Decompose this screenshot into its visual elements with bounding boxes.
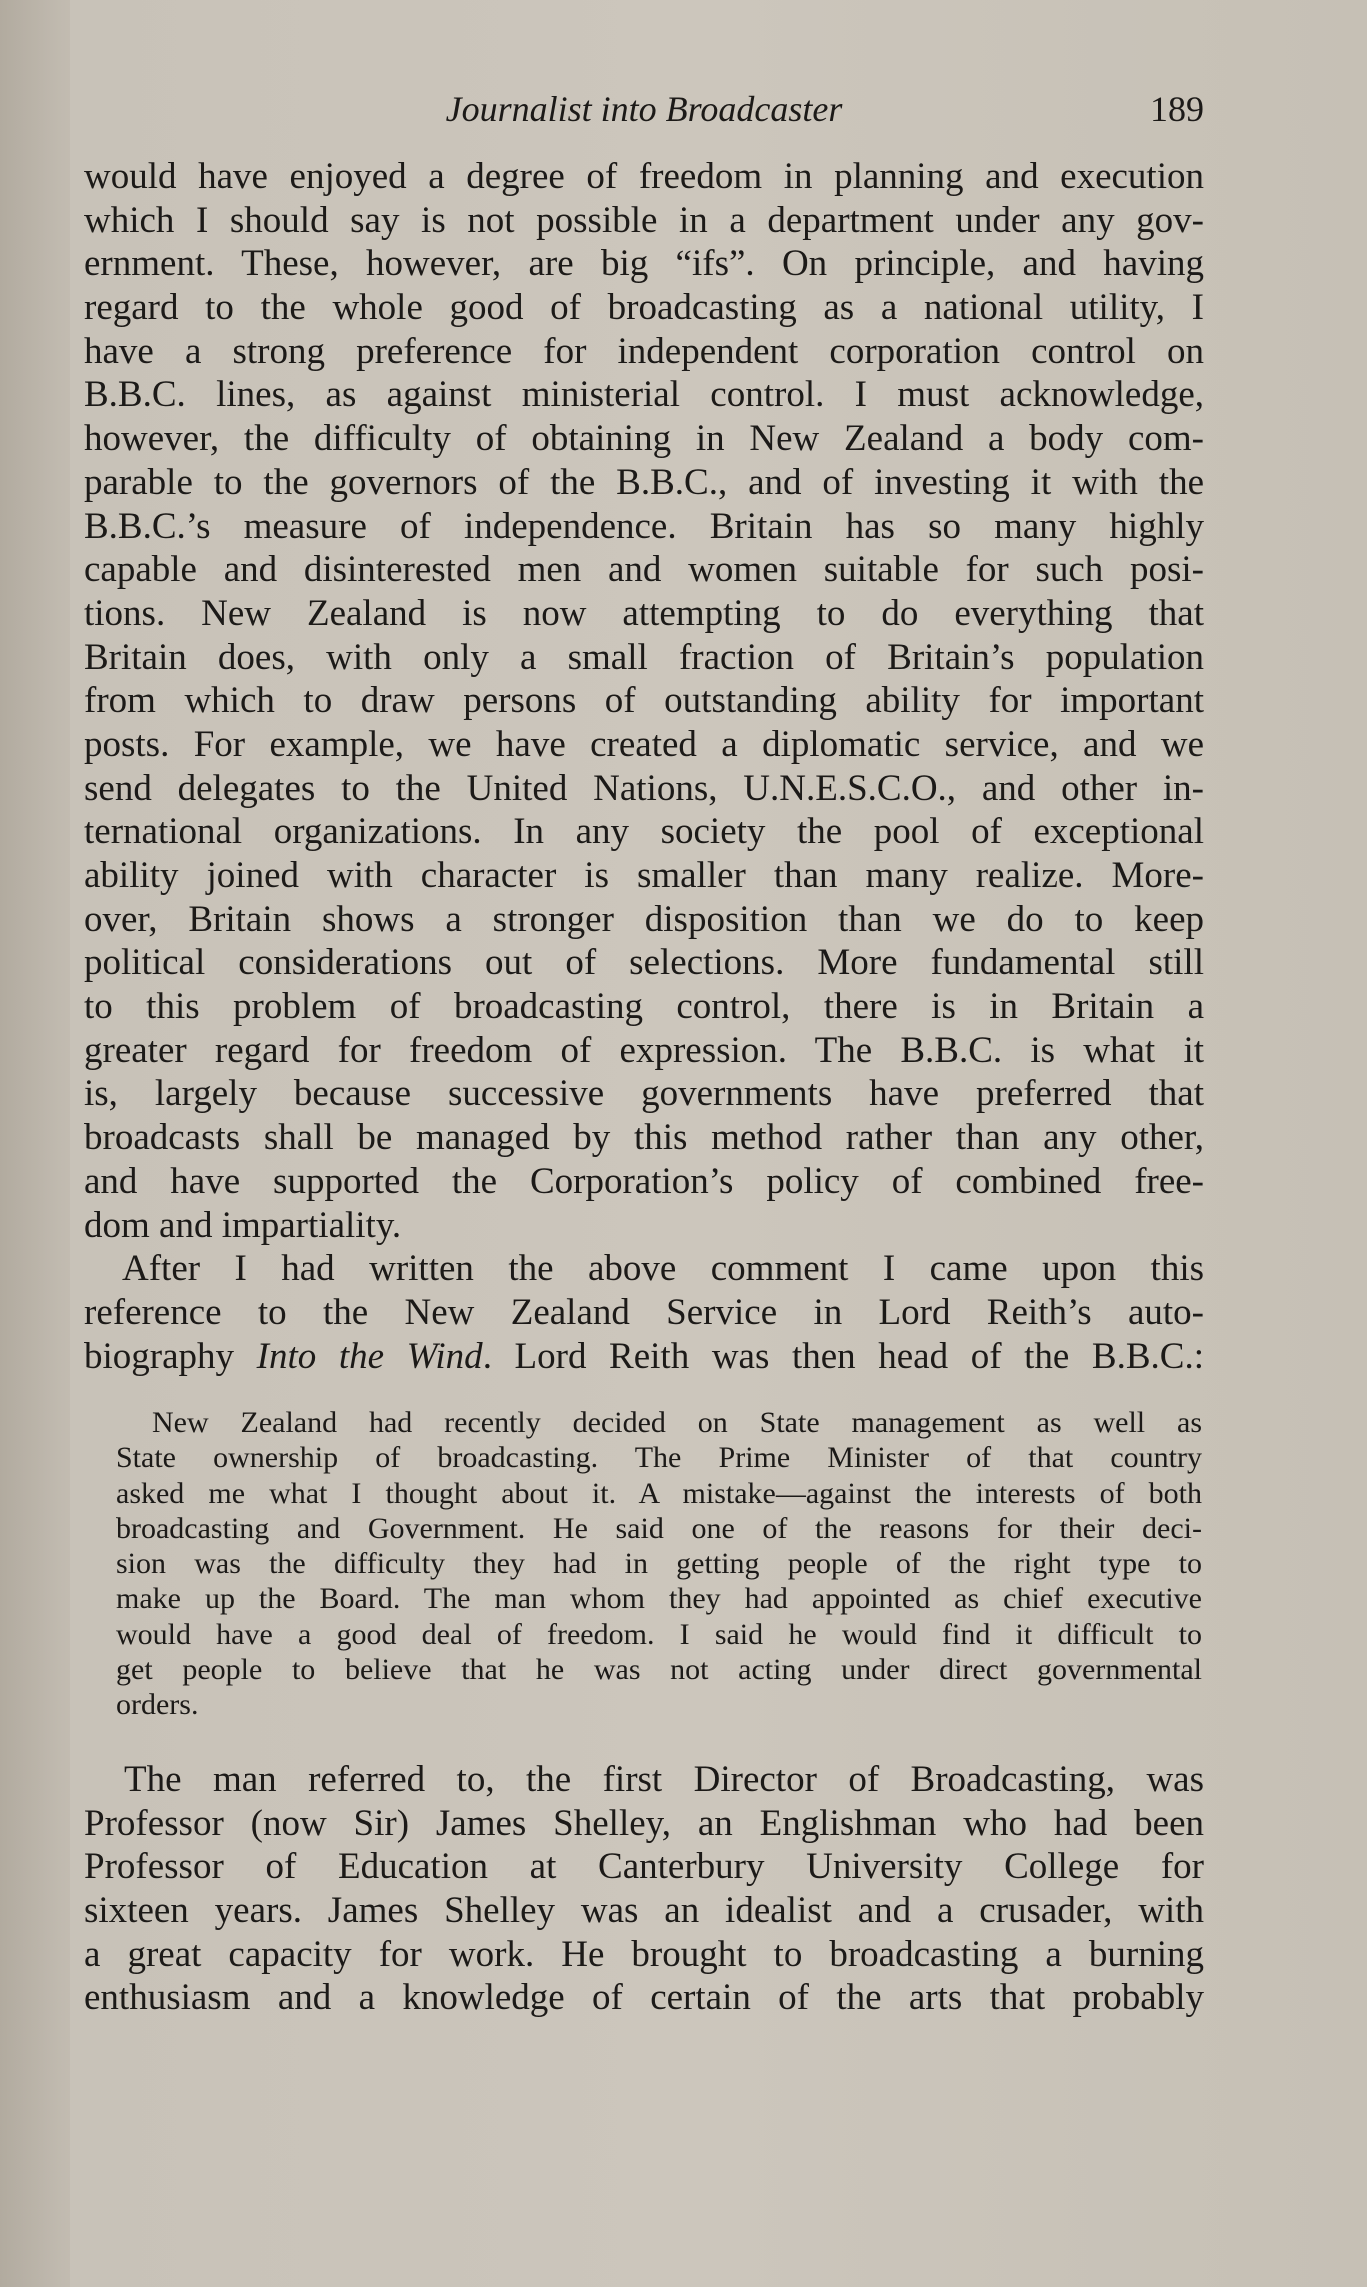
text-line: would have enjoyed a degree of freedom in planning and execution: [84, 156, 1204, 197]
block-quote: [116, 1405, 1202, 1723]
quote-line: get people to believe that he was not acting under direct governmental: [116, 1653, 1202, 1687]
text-line: is, largely because successive governments have preferred that: [84, 1073, 1204, 1115]
text-line: political considerations out of selections. More fundamental still: [84, 942, 1204, 984]
book-title: Into the Wind: [256, 1335, 483, 1377]
running-title: Journalist into Broadcaster: [445, 89, 843, 129]
text-line: broadcasts shall be managed by this method rather than any other,: [84, 1117, 1204, 1159]
text-line-with-title: [84, 1335, 1204, 1379]
text-line: reference to the New Zealand Service in Lord Reith’s auto-: [84, 1291, 1204, 1333]
paragraph-3: [84, 1758, 1204, 2020]
quote-line: broadcasting and Government. He said one of the reasons for their deci-: [116, 1511, 1202, 1545]
quote-line: asked me what I thought about it. A mistake—against the interests of both: [116, 1476, 1202, 1510]
paragraph-2: [84, 1247, 1204, 1378]
quote-line: State ownership of broadcasting. The Prime Minister of that country: [116, 1441, 1202, 1475]
text-fragment: biography: [84, 1335, 257, 1377]
page-number: 189: [1150, 89, 1204, 129]
text-line: however, the difficulty of obtaining in New Zealand a body com-: [84, 418, 1204, 460]
paragraph-1: [84, 155, 1204, 1247]
text-line: from which to draw persons of outstanding ability for important: [84, 680, 1204, 722]
quote-line: make up the Board. The man whom they had appointed as chief executive: [116, 1582, 1202, 1616]
quote-line: would have a good deal of freedom. I said he would find it difficult to: [116, 1617, 1202, 1651]
text-line: capable and disinterested men and women suitable for such posi-: [84, 549, 1204, 591]
text-line: greater regard for freedom of expression. The B.B.C. is what it: [84, 1029, 1204, 1071]
text-line: have a strong preference for independent corporation control on: [84, 330, 1204, 372]
text-line: regard to the whole good of broadcasting as a national utility, I: [84, 287, 1204, 329]
text-fragment: . Lord Reith was then head of the B.B.C.:: [482, 1335, 1204, 1377]
text-line: and have supported the Corporation’s policy of combined free-: [84, 1160, 1204, 1202]
page-header: [84, 88, 1204, 138]
text-line: After I had written the above comment I came upon this: [122, 1248, 1204, 1290]
text-line: enthusiasm and a knowledge of certain of the arts that probably: [84, 1977, 1204, 2019]
main-text: [84, 155, 1204, 1378]
text-line: Britain does, with only a small fraction of Britain’s population: [84, 636, 1204, 678]
text-line: ternational organizations. In any society the pool of exceptional: [84, 811, 1204, 853]
text-line: tions. New Zealand is now attempting to do everything that: [84, 592, 1204, 634]
text-line: posts. For example, we have created a diplomatic service, and we: [84, 723, 1204, 765]
quote-line: New Zealand had recently decided on State management as well as: [152, 1406, 1202, 1439]
text-line: ernment. These, however, are big “ifs”. On principle, and having: [84, 243, 1204, 285]
text-line: Professor (now Sir) James Shelley, an Englishman who had been: [84, 1802, 1204, 1844]
text-line: a great capacity for work. He brought to broadcasting a burning: [84, 1933, 1204, 1975]
text-line: The man referred to, the first Director of Broadcasting, was: [124, 1759, 1204, 1800]
page-gutter-shadow: [0, 0, 70, 2287]
text-line: over, Britain shows a stronger disposition than we do to keep: [84, 898, 1204, 940]
text-line: sixteen years. James Shelley was an idealist and a crusader, with: [84, 1890, 1204, 1932]
text-line: send delegates to the United Nations, U.N.E.S.C.O., and other in-: [84, 767, 1204, 809]
quote-line: sion was the difficulty they had in getting people of the right type to: [116, 1547, 1202, 1581]
text-line: dom and impartiality.: [84, 1204, 402, 1246]
text-line: Professor of Education at Canterbury University College for: [84, 1846, 1204, 1888]
text-line: B.B.C. lines, as against ministerial control. I must acknowledge,: [84, 374, 1204, 416]
text-line: parable to the governors of the B.B.C., and of investing it with the: [84, 461, 1204, 503]
text-line: which I should say is not possible in a department under any gov-: [84, 199, 1204, 241]
text-line: ability joined with character is smaller than many realize. More-: [84, 855, 1204, 896]
text-line: B.B.C.’s measure of independence. Britain has so many highly: [84, 505, 1204, 547]
quote-line: orders.: [116, 1688, 199, 1722]
text-line: to this problem of broadcasting control, there is in Britain a: [84, 986, 1204, 1028]
